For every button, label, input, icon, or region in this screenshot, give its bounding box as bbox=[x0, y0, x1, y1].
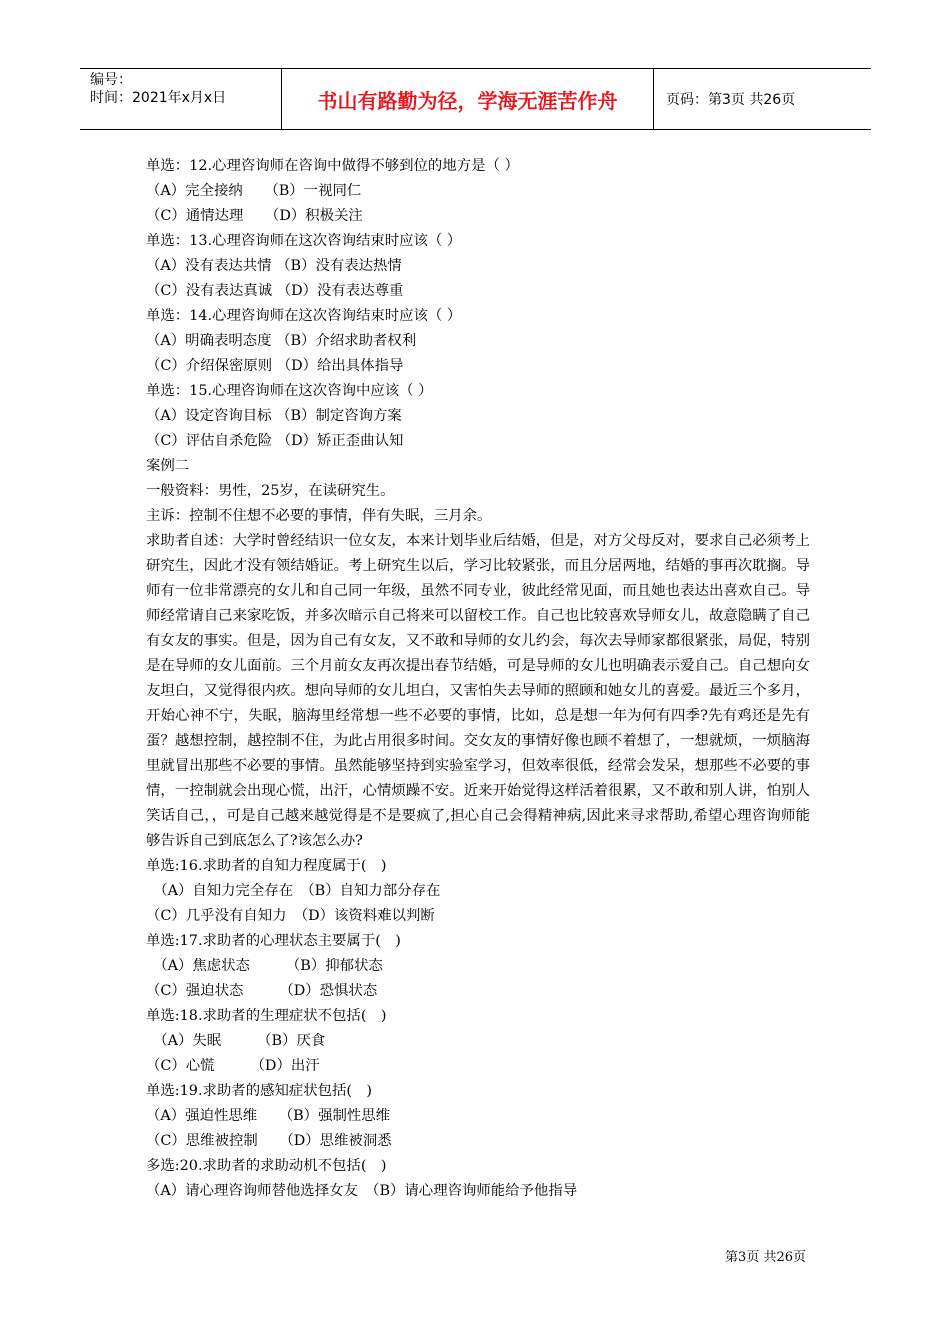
serial-label: 编号： bbox=[90, 72, 132, 88]
text-line: 单选:16.求助者的自知力程度属于( ) bbox=[146, 858, 387, 874]
text-line: 单选:19.求助者的感知症状包括( ) bbox=[146, 1083, 373, 1099]
text-line: （C）强迫状态 （D）恐惧状态 bbox=[146, 983, 378, 999]
text-line: （C）心慌 （D）出汗 bbox=[146, 1058, 320, 1074]
questions-16-20 bbox=[146, 854, 810, 1204]
text-line: 单选：15.心理咨询师在这次咨询中应该（ ） bbox=[146, 383, 433, 399]
page-footer: 第3页 共26页 bbox=[725, 1250, 806, 1265]
text-line: （A）自知力完全存在 （B）自知力部分存在 bbox=[146, 883, 441, 899]
page-header bbox=[80, 68, 871, 130]
questions-12-15 bbox=[146, 154, 810, 529]
text-line: （C）通情达理 （D）积极关注 bbox=[146, 208, 363, 224]
case-narrative: 求助者自述：大学时曾经结识一位女友，本来计划毕业后结婚，但是，对方父母反对，要求自己必须考上研究生，因此才没有领结婚证。考上研究生以后，学习比较紧张，而且分居两地，结婚的事再次耽搁。导师有一位非常漂亮的女儿和自己同一年级，虽然不同专业，彼此经常见面，而且她也表达出喜欢自己。导师经常请自己来家吃饭，并多次暗示自己将来可以留校工作。自己也比较喜欢导师女儿，故意隐瞒了自己有女友的事实。但是，因为自己有女友，又不敢和导师的女儿约会，每次去导师家都很紧张，局促，特别是在导师的女儿面前。三个月前女友再次提出春节结婚，可是导师的女儿也明确表示爱自己。自己想向女友坦白，又觉得很内疚。想向导师的女儿坦白，又害怕失去导师的照顾和她女儿的喜爱。最近三个多月，开始心神不宁，失眠，脑海里经常想一些不必要的事情，比如，总是想一年为何有四季?先有鸡还是先有蛋？越想控制，越控制不住，为此占用很多时间。交女友的事情好像也顾不着想了，一想就烦，一烦脑海里就冒出那些不必要的事情。虽然能够坚持到实验室学习，但效率很低，经常会发呆，想那些不必要的事情，一控制就会出现心慌，出汗，心情烦躁不安。近来开始觉得这样活着很累，又不敢和别人讲，怕别人笑话自己，，可是自己越来越觉得是不是要疯了,担心自己会得精神病,因此来寻求帮助,希望心理咨询师能够告诉自己到底怎么了?该怎么办? bbox=[146, 533, 810, 849]
text-line: 主诉：控制不住想不必要的事情，伴有失眠，三月余。 bbox=[146, 508, 492, 524]
text-line: （A）失眠 （B）厌食 bbox=[146, 1033, 326, 1049]
header-motto: 书山有路勤为径，学海无涯苦作舟 bbox=[282, 69, 654, 129]
date-label: 时间：2021年x月x日 bbox=[90, 90, 227, 106]
text-line: （A）请心理咨询师替他选择女友 （B）请心理咨询师能给予他指导 bbox=[146, 1183, 578, 1199]
text-line: 一般资料：男性，25岁，在读研究生。 bbox=[146, 483, 395, 499]
text-line: （C）没有表达真诚 （D）没有表达尊重 bbox=[146, 283, 404, 299]
case-title: 案例二 bbox=[146, 458, 190, 474]
text-line: （A）焦虑状态 （B）抑郁状态 bbox=[146, 958, 383, 974]
text-line: （A）设定咨询目标 （B）制定咨询方案 bbox=[146, 408, 402, 424]
header-info-cell bbox=[80, 69, 282, 129]
text-line: （A）明确表明态度 （B）介绍求助者权利 bbox=[146, 333, 417, 349]
text-line: 单选：13.心理咨询师在这次咨询结束时应该（ ） bbox=[146, 233, 462, 249]
text-line: （A）完全接纳 （B）一视同仁 bbox=[146, 183, 362, 199]
text-line: （A）强迫性思维 （B）强制性思维 bbox=[146, 1108, 391, 1124]
text-line: （C）思维被控制 （D）思维被洞悉 bbox=[146, 1133, 392, 1149]
text-line: 多选:20.求助者的求助动机不包括( ) bbox=[146, 1158, 387, 1174]
text-line: 单选：14.心理咨询师在这次咨询结束时应该（ ） bbox=[146, 308, 462, 324]
text-line: （A）没有表达共情 （B）没有表达热情 bbox=[146, 258, 402, 274]
document-body bbox=[146, 154, 810, 1204]
text-line: 单选：12.心理咨询师在咨询中做得不够到位的地方是（ ） bbox=[146, 158, 519, 174]
text-line: 单选:18.求助者的生理症状不包括( ) bbox=[146, 1008, 387, 1024]
header-page-number: 页码：第3页 共26页 bbox=[666, 92, 796, 108]
text-line: （C）评估自杀危险 （D）矫正歪曲认知 bbox=[146, 433, 404, 449]
text-line: 单选:17.求助者的心理状态主要属于( ) bbox=[146, 933, 401, 949]
text-line: （C）介绍保密原则 （D）给出具体指导 bbox=[146, 358, 404, 374]
text-line: （C）几乎没有自知力 （D）该资料难以判断 bbox=[146, 908, 435, 924]
